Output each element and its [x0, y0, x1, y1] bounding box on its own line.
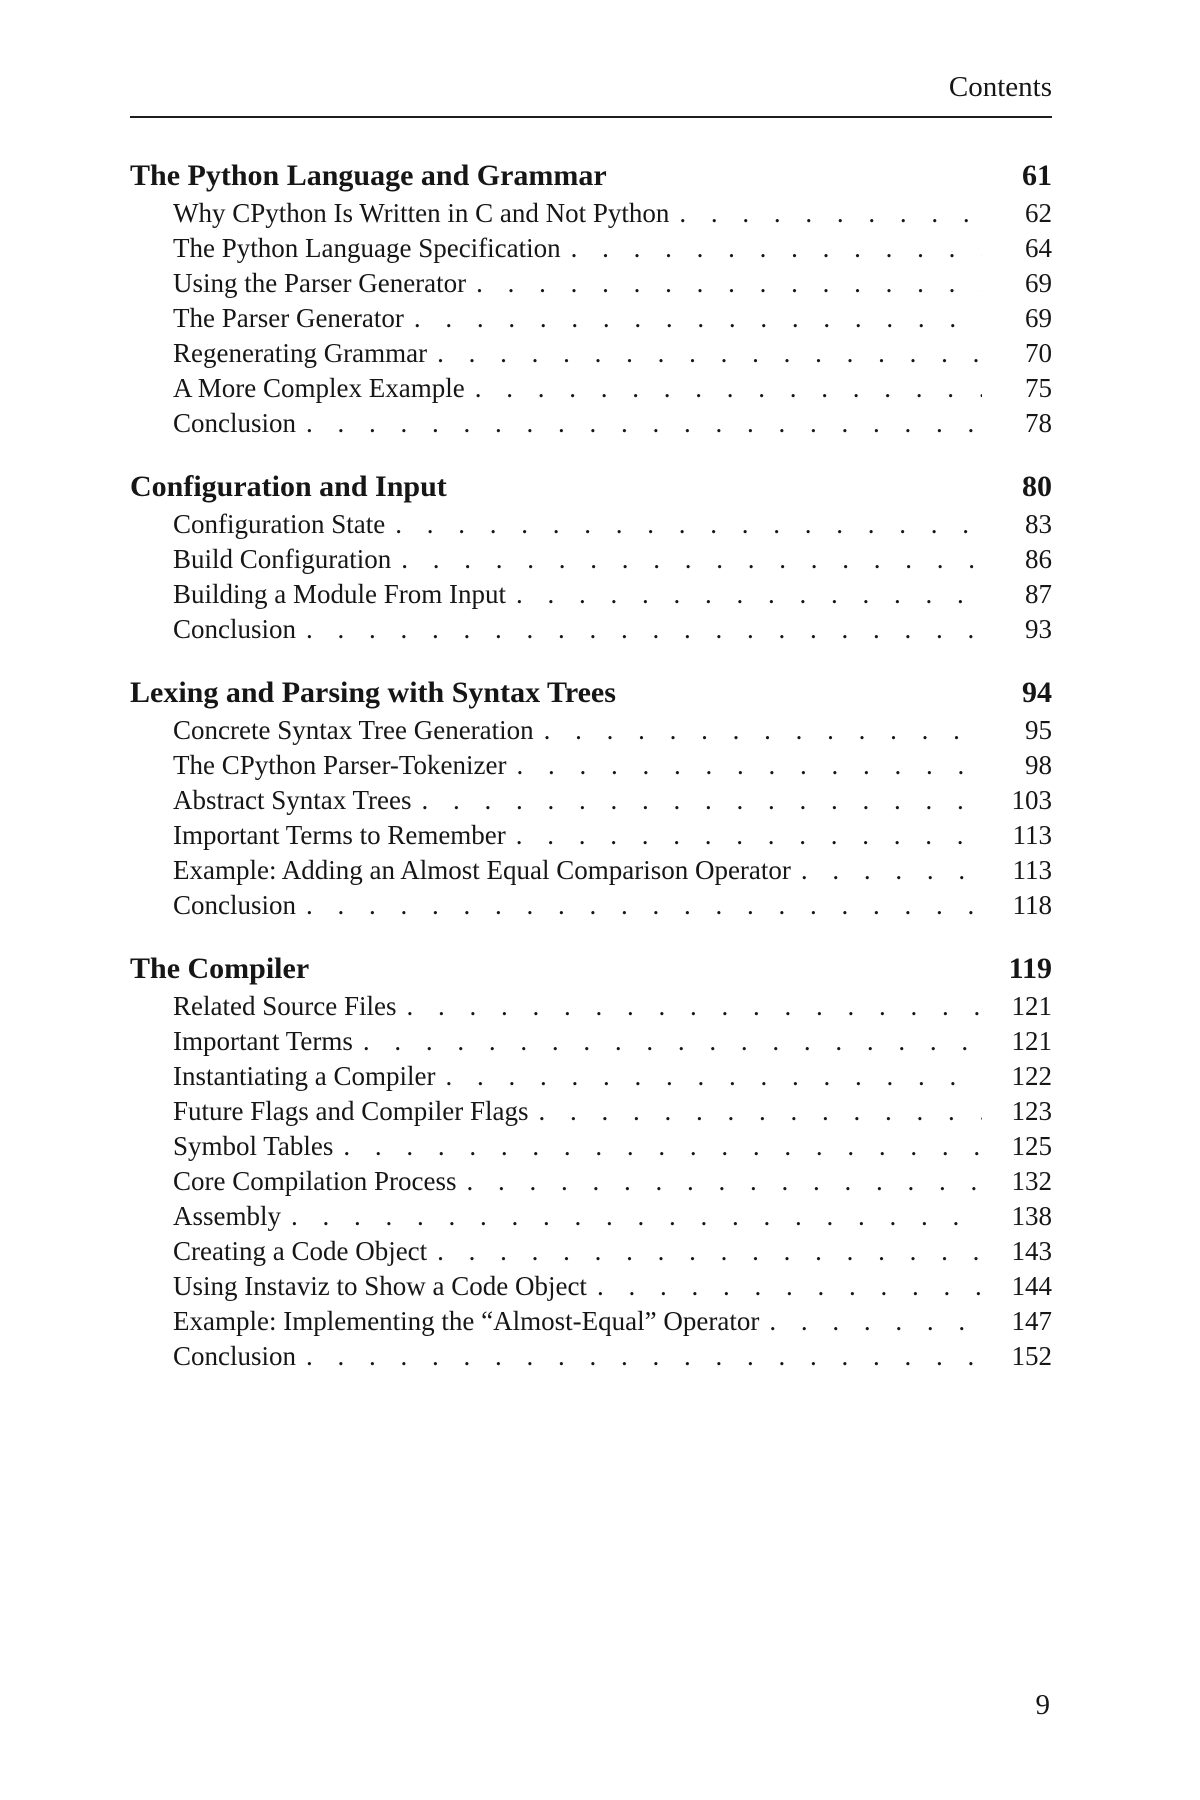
entry-page-number: 70 — [1025, 338, 1052, 368]
chapter-title: The Compiler — [130, 952, 310, 985]
entry-title: Using Instaviz to Show a Code Object — [173, 1271, 587, 1301]
entry-page-number: 121 — [1011, 1026, 1052, 1056]
entry-page-number: 122 — [1011, 1061, 1052, 1091]
toc-entry-row — [130, 266, 1052, 301]
entry-page-number: 103 — [1011, 785, 1052, 815]
entry-page-number: 62 — [1025, 198, 1052, 228]
entry-page-number: 95 — [1025, 715, 1052, 745]
entry-page-number: 83 — [1025, 509, 1052, 539]
entry-title: Regenerating Grammar — [173, 338, 428, 368]
entry-page-number: 147 — [1011, 1306, 1052, 1336]
entry-page-number: 152 — [1011, 1341, 1052, 1371]
entry-title: Instantiating a Compiler — [173, 1061, 436, 1091]
chapter-title: Lexing and Parsing with Syntax Trees — [130, 676, 616, 709]
toc — [130, 156, 1052, 1374]
chapter-heading-row — [130, 673, 1052, 713]
toc-entry-row — [130, 1094, 1052, 1129]
entry-title: Building a Module From Input — [173, 579, 506, 609]
toc-entry-row — [130, 336, 1052, 371]
entry-title: Abstract Syntax Trees — [173, 785, 412, 815]
toc-entry-row — [130, 1059, 1052, 1094]
toc-entry-row — [130, 818, 1052, 853]
toc-entry-row — [130, 1164, 1052, 1199]
page-number-folio: 9 — [1035, 1689, 1050, 1721]
dot-leader — [396, 989, 982, 1024]
chapter-title: The Python Language and Grammar — [130, 159, 607, 192]
dot-leader — [456, 1164, 982, 1199]
entry-page-number: 143 — [1011, 1236, 1052, 1266]
chapter-page-number: 80 — [1022, 470, 1052, 503]
toc-section — [130, 949, 1052, 1374]
entry-page-number: 98 — [1025, 750, 1052, 780]
toc-entry-row — [130, 748, 1052, 783]
toc-entry-row — [130, 577, 1052, 612]
entry-title: Assembly — [173, 1201, 281, 1231]
dot-leader — [506, 577, 982, 612]
toc-entry-row — [130, 542, 1052, 577]
dot-leader — [427, 1234, 982, 1269]
toc-entry-row — [130, 1339, 1052, 1374]
dot-leader — [561, 231, 982, 266]
entry-title: Important Terms — [173, 1026, 353, 1056]
toc-entry-row — [130, 888, 1052, 923]
entry-page-number: 123 — [1011, 1096, 1052, 1126]
dot-leader — [791, 853, 982, 888]
dot-leader — [391, 542, 982, 577]
entry-page-number: 121 — [1011, 991, 1052, 1021]
entry-title: Configuration State — [173, 509, 386, 539]
toc-entry-row — [130, 406, 1052, 441]
entry-title: Symbol Tables — [173, 1131, 334, 1161]
dot-leader — [465, 371, 982, 406]
chapter-page-number: 94 — [1022, 676, 1052, 709]
entry-title: Core Compilation Process — [173, 1166, 457, 1196]
toc-entry-row — [130, 507, 1052, 542]
chapter-heading-row — [130, 156, 1052, 196]
entry-title: Creating a Code Object — [173, 1236, 428, 1266]
dot-leader — [466, 266, 982, 301]
toc-entry-row — [130, 1269, 1052, 1304]
entry-page-number: 69 — [1025, 303, 1052, 333]
dot-leader — [296, 1339, 982, 1374]
entry-title: The CPython Parser-Tokenizer — [173, 750, 507, 780]
toc-entry-row — [130, 853, 1052, 888]
toc-entry-row — [130, 612, 1052, 647]
toc-entry-row — [130, 371, 1052, 406]
entry-title: Conclusion — [173, 890, 297, 920]
toc-entry-row — [130, 1304, 1052, 1339]
toc-entry-row — [130, 783, 1052, 818]
dot-leader — [404, 301, 982, 336]
entry-page-number: 144 — [1011, 1271, 1052, 1301]
chapter-title: Configuration and Input — [130, 470, 447, 503]
entry-title: Conclusion — [173, 1341, 297, 1371]
entry-title: Conclusion — [173, 408, 297, 438]
entry-title: Future Flags and Compiler Flags — [173, 1096, 529, 1126]
entry-page-number: 132 — [1011, 1166, 1052, 1196]
toc-entry-row — [130, 301, 1052, 336]
dot-leader — [587, 1269, 982, 1304]
entry-title: A More Complex Example — [173, 373, 465, 403]
header-rule — [130, 116, 1052, 118]
dot-leader — [669, 196, 982, 231]
chapter-page-number: 119 — [1008, 952, 1052, 985]
dot-leader — [534, 713, 982, 748]
chapter-page-number: 61 — [1022, 159, 1052, 192]
entry-page-number: 113 — [1012, 820, 1052, 850]
entry-title: Important Terms to Remember — [173, 820, 506, 850]
entry-page-number: 87 — [1025, 579, 1052, 609]
entry-page-number: 78 — [1025, 408, 1052, 438]
entry-title: The Python Language Specification — [173, 233, 561, 263]
entry-page-number: 93 — [1025, 614, 1052, 644]
dot-leader — [296, 612, 982, 647]
dot-leader — [296, 888, 982, 923]
toc-entry-row — [130, 1024, 1052, 1059]
entry-title: Build Configuration — [173, 544, 392, 574]
toc-section — [130, 156, 1052, 441]
toc-entry-row — [130, 713, 1052, 748]
entry-page-number: 138 — [1011, 1201, 1052, 1231]
dot-leader — [281, 1199, 982, 1234]
toc-entry-row — [130, 1199, 1052, 1234]
running-header-title: Contents — [948, 71, 1052, 103]
toc-entry-row — [130, 989, 1052, 1024]
dot-leader — [506, 748, 982, 783]
entry-title: Related Source Files — [173, 991, 397, 1021]
chapter-heading-row — [130, 467, 1052, 507]
entry-title: Concrete Syntax Tree Generation — [173, 715, 534, 745]
entry-title: Why CPython Is Written in C and Not Python — [173, 198, 670, 228]
dot-leader — [333, 1129, 982, 1164]
entry-page-number: 86 — [1025, 544, 1052, 574]
entry-page-number: 75 — [1025, 373, 1052, 403]
dot-leader — [528, 1094, 982, 1129]
toc-entry-row — [130, 1234, 1052, 1269]
entry-page-number: 64 — [1025, 233, 1052, 263]
dot-leader — [759, 1304, 982, 1339]
dot-leader — [412, 783, 983, 818]
entry-title: Example: Implementing the “Almost-Equal” Operator — [173, 1306, 760, 1336]
toc-entry-row — [130, 1129, 1052, 1164]
page-header — [130, 0, 1052, 118]
dot-leader — [296, 406, 982, 441]
entry-title: The Parser Generator — [173, 303, 404, 333]
entry-title: Using the Parser Generator — [173, 268, 467, 298]
entry-title: Example: Adding an Almost Equal Comparison Operator — [173, 855, 791, 885]
toc-entry-row — [130, 196, 1052, 231]
entry-page-number: 113 — [1012, 855, 1052, 885]
dot-leader — [435, 1059, 982, 1094]
toc-entry-row — [130, 231, 1052, 266]
dot-leader — [506, 818, 982, 853]
entry-title: Conclusion — [173, 614, 297, 644]
dot-leader — [385, 507, 982, 542]
entry-page-number: 69 — [1025, 268, 1052, 298]
dot-leader — [427, 336, 982, 371]
entry-page-number: 125 — [1011, 1131, 1052, 1161]
toc-section — [130, 673, 1052, 923]
chapter-heading-row — [130, 949, 1052, 989]
entry-page-number: 118 — [1012, 890, 1052, 920]
dot-leader — [353, 1024, 982, 1059]
toc-section — [130, 467, 1052, 647]
